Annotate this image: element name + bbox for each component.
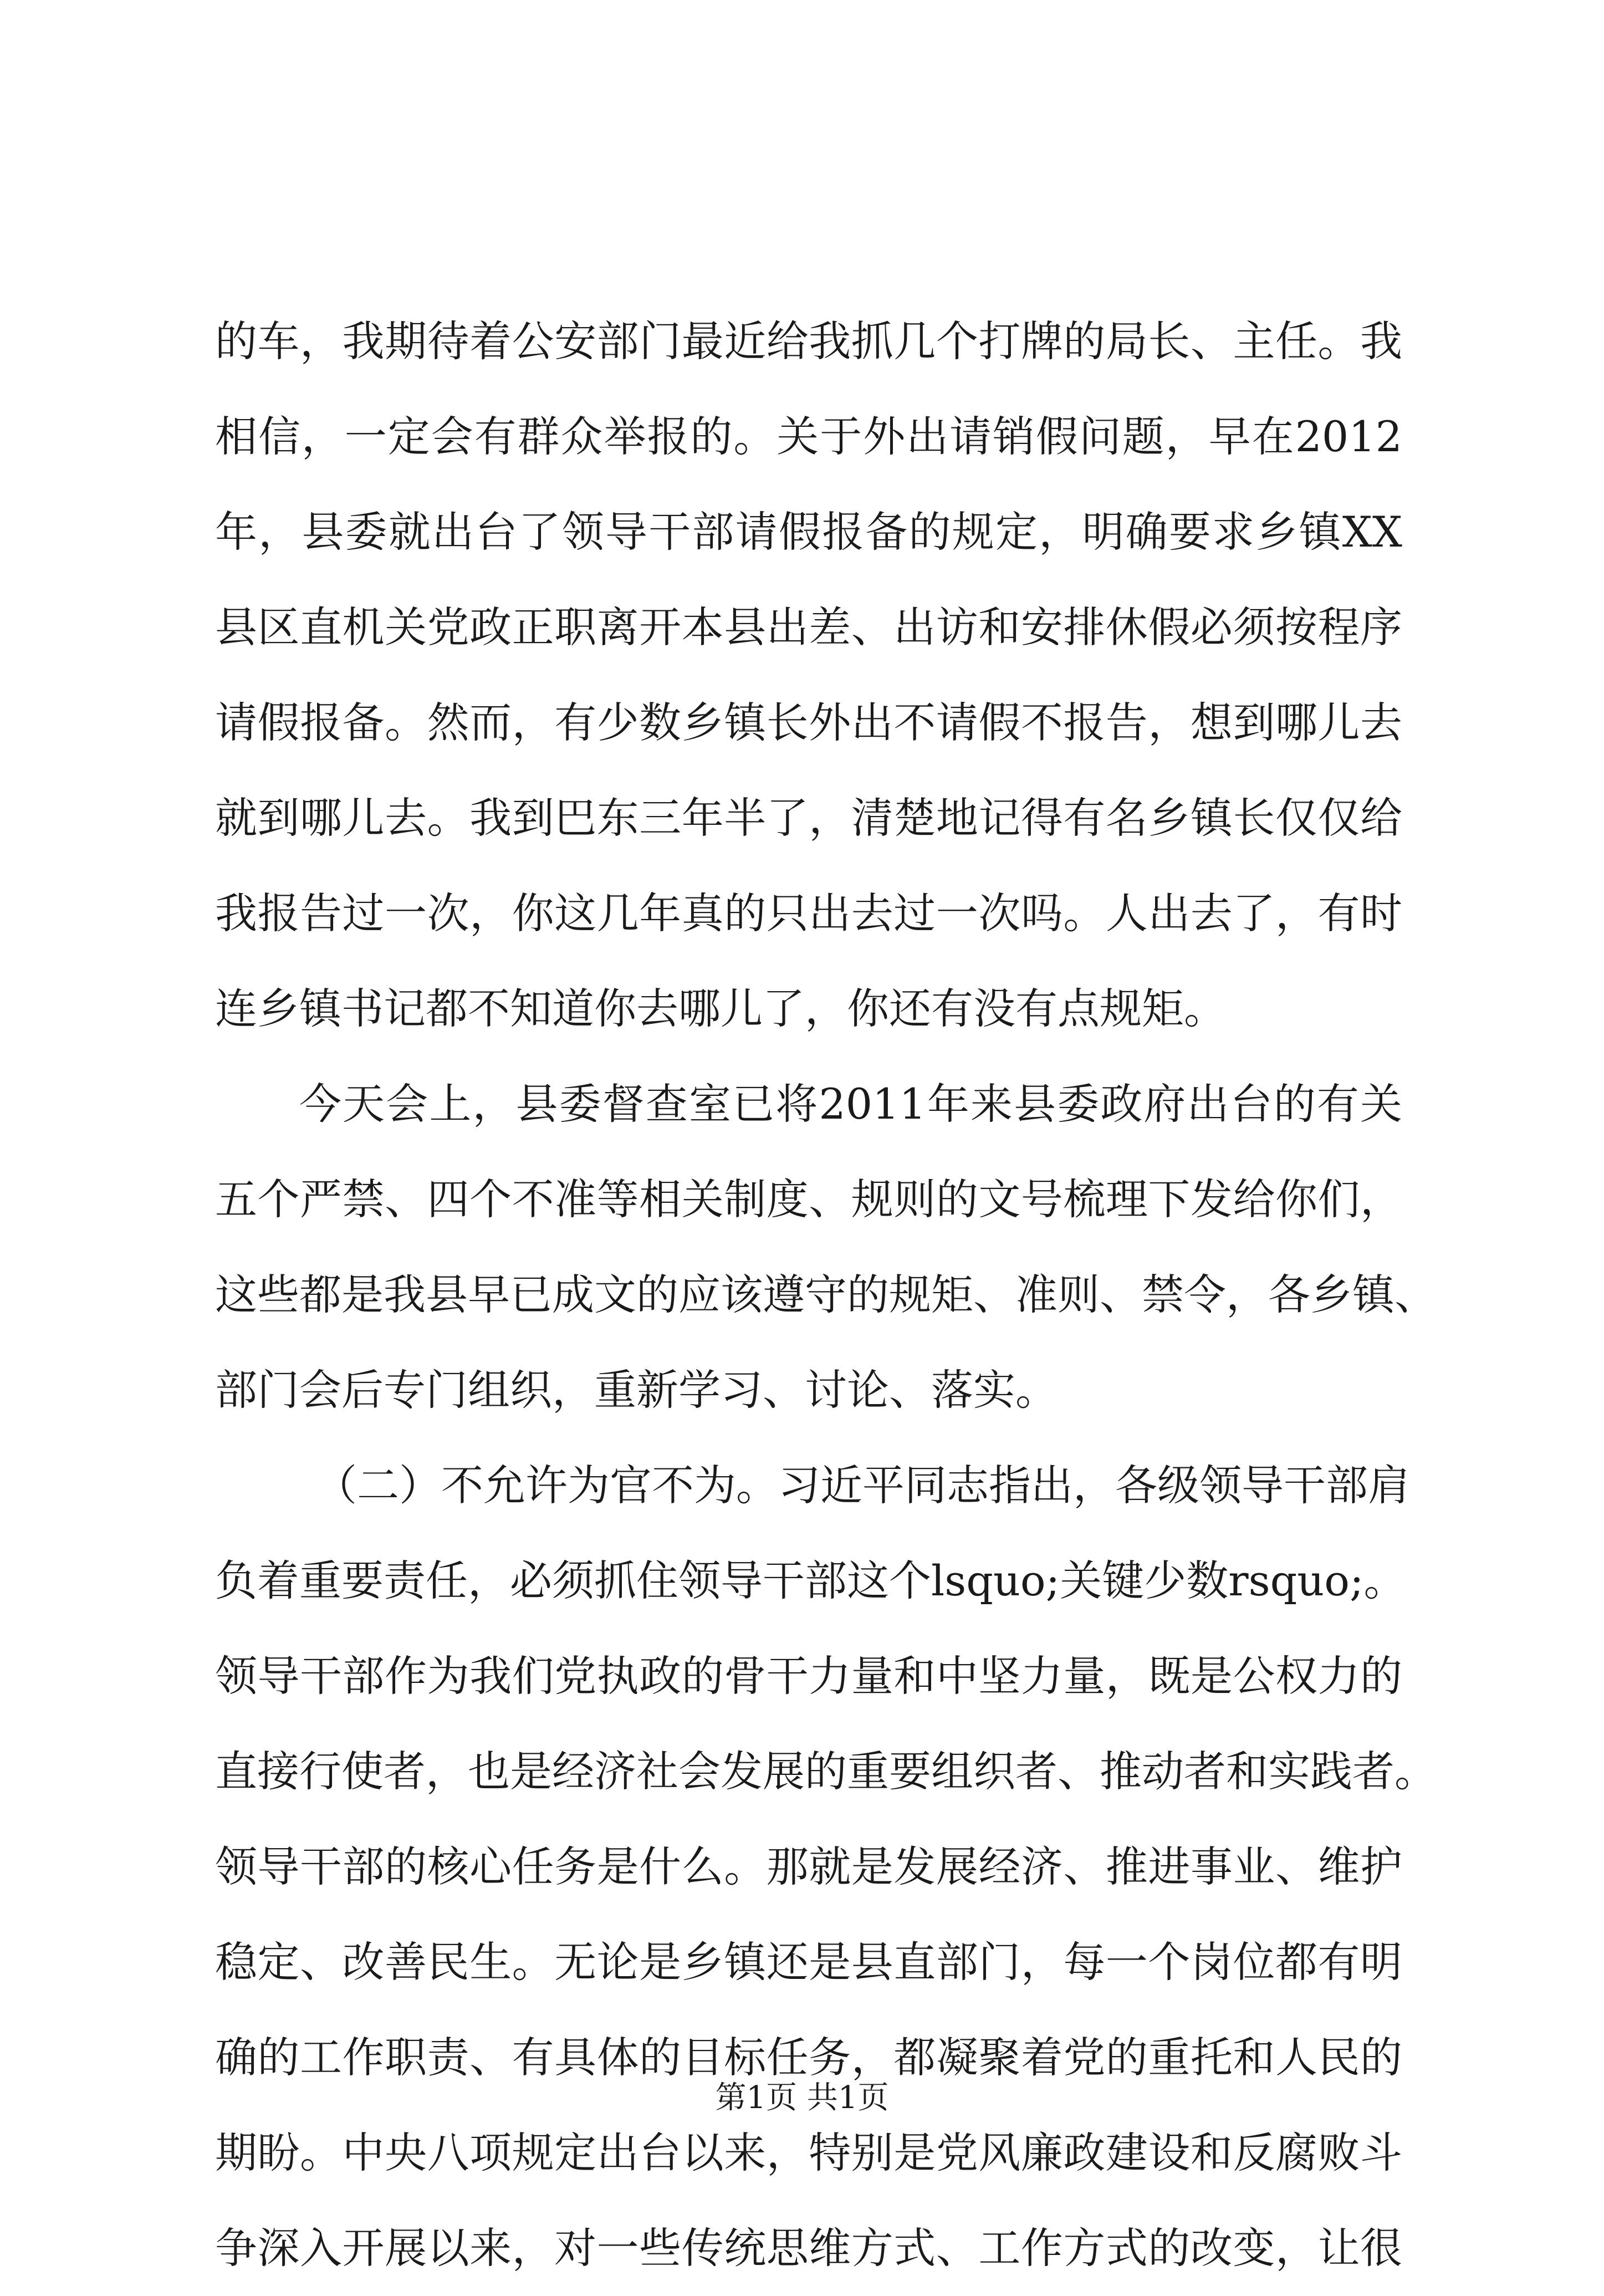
text-line: 五个严禁、四个不准等相关制度、规则的文号梳理下发给你们， xyxy=(215,1175,1402,1224)
text-line: 领导干部的核心任务是什么。那就是发展经济、推进事业、维护 xyxy=(215,1842,1402,1891)
text-line: 请假报备。然而，有少数乡镇长外出不请假不报告，想到哪儿去 xyxy=(215,698,1402,747)
page-footer: 第1页 共1页 xyxy=(715,2080,889,2116)
text-line: 稳定、改善民生。无论是乡镇还是县直部门，每一个岗位都有明 xyxy=(215,1937,1402,1987)
text-line: 相信，一定会有群众举报的。关于外出请销假问题，早在2012 xyxy=(215,412,1402,461)
text-line: 争深入开展以来，对一些传统思维方式、工作方式的改变，让很 xyxy=(215,2223,1402,2273)
text-line: 期盼。中央八项规定出台以来，特别是党风廉政建设和反腐败斗 xyxy=(215,2128,1402,2177)
text-line: 部门会后专门组织，重新学习、讨论、落实。 xyxy=(215,1365,1058,1415)
text-line: 确的工作职责、有具体的目标任务，都凝聚着党的重托和人民的 xyxy=(215,2033,1402,2082)
paragraph-2 xyxy=(215,1057,1437,1438)
text-line: 县区直机关党政正职离开本县出差、出访和安排休假必须按程序 xyxy=(215,603,1402,652)
text-line: 年，县委就出台了领导干部请假报备的规定，明确要求乡镇XX xyxy=(215,507,1402,557)
text-line: 这些都是我县早已成文的应该遵守的规矩、准则、禁令，各乡镇、 xyxy=(215,1270,1437,1319)
text-line: 领导干部作为我们党执政的骨干力量和中坚力量，既是公权力的 xyxy=(215,1651,1402,1701)
text-line: 我报告过一次，你这几年真的只出去过一次吗。人出去了，有时 xyxy=(215,889,1402,938)
text-line: 负着重要责任，必须抓住领导干部这个lsquo;关键少数rsquo;。 xyxy=(215,1556,1406,1605)
text-line: 的车，我期待着公安部门最近给我抓几个打牌的局长、主任。我 xyxy=(215,317,1402,366)
text-line: 连乡镇书记都不知道你去哪儿了，你还有没有点规矩。 xyxy=(215,984,1226,1033)
text-line: 今天会上，县委督查室已将2011年来县委政府出台的有关 xyxy=(299,1079,1402,1129)
paragraph-3 xyxy=(215,1438,1437,2296)
document-body xyxy=(215,294,1437,2296)
text-line: 直接行使者，也是经济社会发展的重要组织者、推动者和实践者。 xyxy=(215,1747,1437,1796)
text-line: （二）不允许为官不为。习近平同志指出，各级领导干部肩 xyxy=(315,1461,1410,1510)
text-line: 就到哪儿去。我到巴东三年半了，清楚地记得有名乡镇长仅仅给 xyxy=(215,793,1402,843)
paragraph-1 xyxy=(215,294,1402,1057)
